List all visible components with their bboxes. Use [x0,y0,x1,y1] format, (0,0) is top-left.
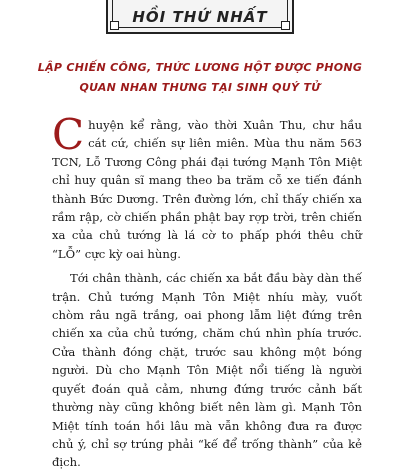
paragraph-1 [52,110,362,263]
body-text [52,110,362,472]
banner-corner-ornament [281,21,290,30]
paragraph-1-text: huyện kể rằng, vào thời Xuân Thu, chư hầu cát cứ, chiến sự liên miên. Mùa thu năm 563 TCN, Lỗ Tương Công phái đại tướng Mạnh Tôn Miệt chỉ huy quân sĩ mang theo ba trăm cỗ xe tiến đánh thành Bức Dương. Trên đường lớn, chỉ thấy chiến xa rầm rập, cờ chiến phần phật bay rợp trời, trên chiến xa của chủ tướng là lá cờ to phấp phới thêu chữ “LỖ” cực kỳ oai hùng. [52,118,362,261]
banner-corner-ornament [110,21,119,30]
chapter-banner [106,0,294,34]
section-heading: LẬP CHIẾN CÔNG, THỨC LƯƠNG HỘT ĐƯỢC PHONG QUAN NHAN THƯNG TẠI SINH QUÝ TỬ [37,61,363,94]
drop-cap: C [52,110,85,159]
paragraph-2: Tới chân thành, các chiến xa bắt đầu bày dàn thế trận. Chủ tướng Mạnh Tôn Miệt nhíu mày, vuốt chòm râu ngã trắng, oai phong lẫm liệt đứng trên chiến xa của chủ tướng, chăm chú nhìn phía trước. Cửa thành đóng chặt, trước sau không một bóng người. Dù cho Mạnh Tôn Miệt nổi tiếng là người quyết đoán quả cảm, nhưng đứng trước cảnh bất thường này cũng không biết nên làm gì. Mạnh Tôn Miệt tính toán hồi lâu mà vẫn không đưa ra được chủ ý, chỉ sợ trúng phải “kế để trống thành” của kẻ địch. [52,271,362,470]
chapter-title: HỒI THỨ NHẤT [132,8,268,26]
